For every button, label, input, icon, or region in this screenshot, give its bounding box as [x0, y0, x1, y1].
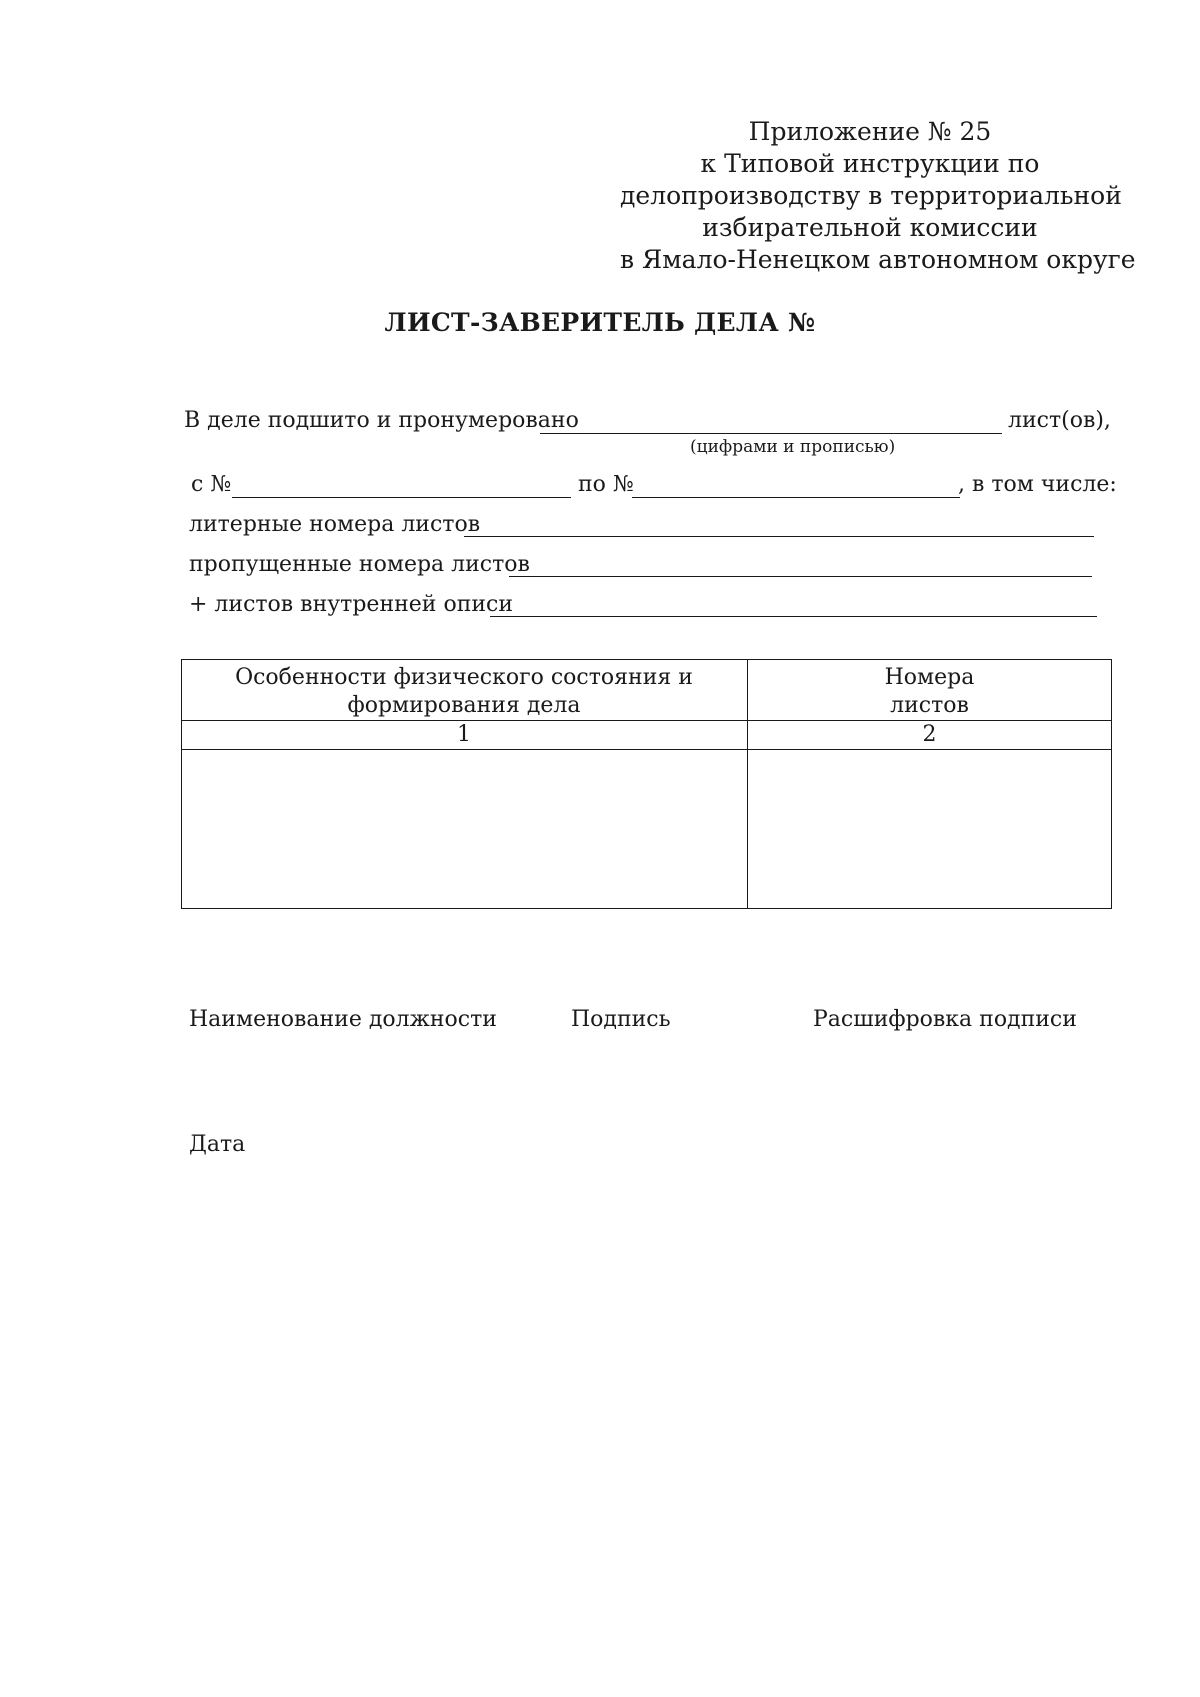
- missing-numbers-field[interactable]: [509, 576, 1092, 577]
- from-label: с №: [191, 472, 232, 497]
- appendix-line: в Ямало-Ненецком автономном округе: [620, 245, 1136, 274]
- inner-inventory-field[interactable]: [490, 616, 1097, 617]
- header-line: Номера: [884, 665, 975, 690]
- signature-decoding-label: Расшифровка подписи: [813, 1007, 1077, 1032]
- letter-numbers-label: литерные номера листов: [189, 512, 481, 537]
- letter-numbers-field[interactable]: [464, 536, 1094, 537]
- table-col1-number: 1: [457, 722, 471, 747]
- date-label: Дата: [189, 1132, 246, 1157]
- table-col2-number: 2: [922, 722, 937, 747]
- appendix-header: [620, 116, 1136, 276]
- appendix-line: делопроизводству в территориальной: [620, 181, 1122, 210]
- table-header-col1: [181, 664, 747, 720]
- sewn-hint: (цифрами и прописью): [690, 437, 896, 457]
- table-body-col1[interactable]: [183, 751, 745, 907]
- sewn-count-field[interactable]: [540, 433, 1002, 434]
- document-title: ЛИСТ-ЗАВЕРИТЕЛЬ ДЕЛА №: [384, 308, 816, 337]
- table-body-col2[interactable]: [749, 751, 1110, 907]
- sewn-label: В деле подшито и пронумеровано: [184, 408, 579, 433]
- including-label: , в том числе:: [958, 472, 1117, 497]
- inner-inventory-label: + листов внутренней описи: [189, 592, 514, 617]
- header-line: формирования дела: [347, 693, 581, 718]
- header-line: листов: [890, 693, 969, 718]
- appendix-line: к Типовой инструкции по: [700, 149, 1040, 178]
- to-number-field[interactable]: [632, 497, 960, 498]
- table-number-row-divider: [181, 749, 1112, 750]
- appendix-line: Приложение № 25: [748, 117, 992, 146]
- appendix-line: избирательной комиссии: [702, 213, 1038, 242]
- header-line: Особенности физического состояния и: [235, 665, 693, 690]
- missing-numbers-label: пропущенные номера листов: [189, 552, 530, 577]
- to-label: по №: [578, 472, 634, 497]
- sewn-suffix: лист(ов),: [1008, 408, 1111, 433]
- table-header-col2: [747, 664, 1112, 720]
- signature-label: Подпись: [571, 1007, 671, 1032]
- from-number-field[interactable]: [232, 497, 571, 498]
- position-title-label: Наименование должности: [189, 1007, 497, 1032]
